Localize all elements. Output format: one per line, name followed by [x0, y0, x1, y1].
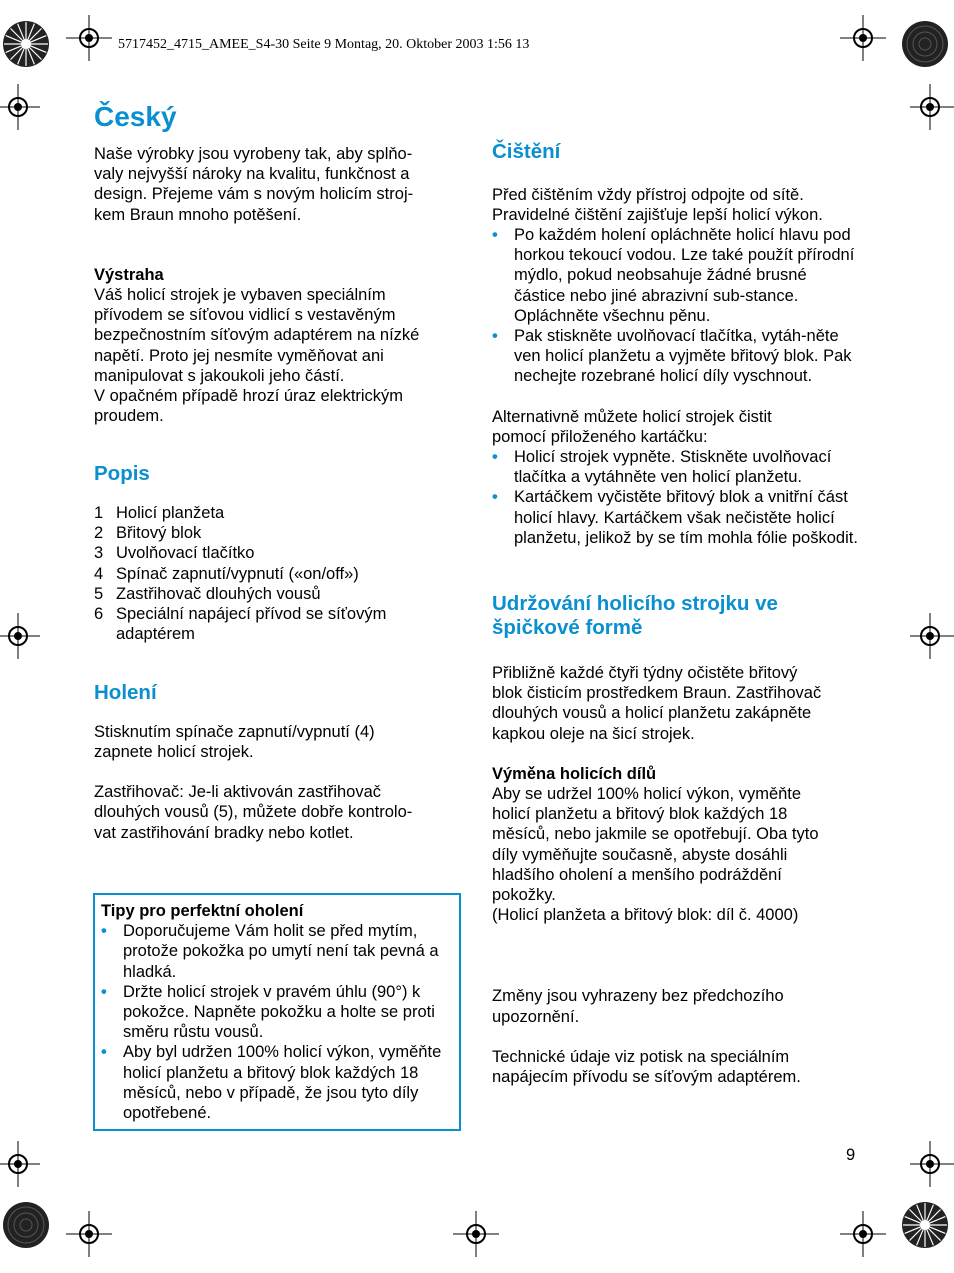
- replacement-line: holicí planžetu a břitový blok každých 18: [492, 805, 788, 824]
- trimmer-paragraph: [94, 782, 460, 843]
- brush-cleaning-list: [492, 447, 858, 548]
- registration-mark-icon: [66, 15, 112, 61]
- registration-mark-icon: [0, 84, 40, 130]
- tips-box: [93, 893, 461, 1131]
- registration-mark-icon: [910, 1141, 954, 1187]
- trimmer-line: vat zastřihování bradky nebo kotlet.: [94, 823, 354, 842]
- maintenance-line: blok čisticím prostředkem Braun. Zastřihovač: [492, 684, 822, 703]
- shaving-line: zapnete holicí strojek.: [94, 743, 254, 762]
- warning-line: napětí. Proto jej nesmíte vyměňovat ani: [94, 346, 384, 365]
- item-number: 5: [94, 584, 104, 603]
- list-item: [94, 604, 436, 644]
- maintenance-heading-line: Udržování holicího strojku ve: [492, 591, 778, 615]
- tips-list: [101, 921, 453, 1123]
- maintenance-heading-line: špičkové formě: [492, 616, 643, 640]
- replacement-heading: Výměna holicích dílů: [492, 764, 657, 783]
- cleaning-heading: Čištění: [492, 140, 561, 163]
- starburst-target-icon: [2, 1201, 50, 1249]
- maintenance-paragraph: [492, 663, 858, 744]
- page-title: Český: [94, 101, 177, 132]
- alternative-intro: [492, 407, 858, 447]
- trimmer-line: Zastřihovač: Je-li aktivován zastřihovač: [94, 783, 382, 802]
- starburst-target-icon: [2, 20, 50, 68]
- replacement-section: [492, 764, 858, 926]
- maintenance-line: dlouhých vousů a holicí planžetu zakápněte: [492, 704, 812, 723]
- shaving-paragraph: [94, 722, 460, 762]
- starburst-target-icon: [901, 1201, 949, 1249]
- list-item: • Po každém holení opláchněte holicí hlavu pod horkou tekoucí vodou. Lze také použít přírodní mýdlo, pokud neobsahuje žádné brusné částice nebo jiné abrazivní sub-stance. Opláchněte všechnu pěnu.: [492, 225, 858, 326]
- registration-mark-icon: [0, 613, 40, 659]
- item-number: 6: [94, 604, 104, 623]
- registration-mark-icon: [840, 1211, 886, 1257]
- list-item: [94, 543, 460, 563]
- cleaning-intro: [492, 185, 858, 225]
- registration-mark-icon: [840, 15, 886, 61]
- trimmer-line: dlouhých vousů (5), můžete dobře kontrolo-: [94, 803, 413, 822]
- intro-line: valy nejvyšší nároky na kvalitu, funkčnost a: [94, 165, 410, 184]
- item-number: 4: [94, 564, 104, 583]
- intro-line: kem Braun mnoho potěšení.: [94, 205, 302, 224]
- replacement-line: (Holicí planžeta a břitový blok: díl č. 4000): [492, 906, 799, 925]
- description-heading: Popis: [94, 462, 150, 486]
- list-item: [94, 584, 460, 604]
- warning-section: [94, 265, 460, 427]
- list-item: • Holicí strojek vypněte. Stiskněte uvolňovací tlačítka a vytáhněte ven holicí planžetu.: [492, 447, 858, 487]
- intro-line: design. Přejeme vám s novým holicím stroj-: [94, 185, 414, 204]
- list-item: • Doporučujeme Vám holit se před mytím, protože pokožka po umytí není tak pevná a hladká.: [101, 921, 453, 982]
- starburst-target-icon: [901, 20, 949, 68]
- list-item: [94, 564, 460, 584]
- replacement-line: měsíců, nebo jakmile se opotřebují. Oba tyto: [492, 825, 819, 844]
- alternative-line: Alternativně můžete holicí strojek čistit: [492, 407, 772, 426]
- technical-line: napájecím přívodu se síťovým adaptérem.: [492, 1068, 801, 1086]
- list-item: • Aby byl udržen 100% holicí výkon, vyměňte holicí planžetu a břitový blok každých 18 měsíců, nebo v případě, že jsou tyto díly opotřebené.: [101, 1042, 453, 1123]
- page-number: 9: [846, 1146, 856, 1164]
- shaving-heading: Holení: [94, 681, 157, 705]
- maintenance-line: kapkou oleje na šicí strojek.: [492, 724, 695, 743]
- maintenance-line: Přibližně každé čtyři týdny očistěte břitový: [492, 663, 798, 682]
- alternative-line: pomocí přiloženého kartáčku:: [492, 427, 708, 446]
- replacement-line: pokožky.: [492, 885, 556, 904]
- warning-line: Váš holicí strojek je vybaven speciálním: [94, 286, 386, 305]
- item-text: Uvolňovací tlačítko: [116, 544, 255, 563]
- registration-mark-icon: [910, 613, 954, 659]
- shaving-line: Stisknutím spínače zapnutí/vypnutí (4): [94, 722, 375, 741]
- changes-line: upozornění.: [492, 1007, 580, 1026]
- registration-mark-icon: [910, 84, 954, 130]
- replacement-line: díly vyměňujte současně, abyste dosáhli: [492, 845, 788, 864]
- registration-mark-icon: [66, 1211, 112, 1257]
- intro-line: Naše výrobky jsou vyrobeny tak, aby splňo-: [94, 145, 413, 163]
- changes-line: Změny jsou vyhrazeny bez předchozího: [492, 987, 784, 1006]
- replacement-line: Aby se udržel 100% holicí výkon, vyměňte: [492, 784, 802, 803]
- list-item: • Držte holicí strojek v pravém úhlu (90°) k pokožce. Napněte pokožku a holte se proti směru růstu vousů.: [101, 982, 453, 1043]
- item-number: 1: [94, 503, 104, 522]
- warning-line: manipulovat s jakoukoli jeho částí.: [94, 366, 345, 385]
- warning-heading: Výstraha: [94, 265, 164, 284]
- cleaning-list: [492, 225, 858, 387]
- cleaning-intro-line: Před čištěním vždy přístroj odpojte od sítě.: [492, 185, 804, 204]
- warning-line: přívodem se síťovou vidlicí s vestavěným: [94, 306, 396, 325]
- item-text: Holicí planžeta: [116, 503, 225, 522]
- tips-heading: Tipy pro perfektní oholení: [101, 902, 304, 920]
- item-number: 2: [94, 524, 104, 543]
- list-item: • Kartáčkem vyčistěte břitový blok a vnitřní část holicí hlavy. Kartáčkem však nečistěte holicí planžetu, jelikož by se tím mohla fólie poškodit.: [492, 487, 858, 548]
- right-column: [492, 140, 858, 1087]
- technical-note: [492, 1047, 858, 1087]
- maintenance-heading: [492, 592, 858, 641]
- list-item: [94, 503, 460, 523]
- registration-mark-icon: [0, 1141, 40, 1187]
- list-item: [94, 523, 460, 543]
- print-header: 5717452_4715_AMEE_S4-30 Seite 9 Montag, 20. Oktober 2003 1:56 13: [118, 37, 530, 52]
- changes-note: [492, 986, 858, 1026]
- parts-list: [94, 503, 460, 644]
- technical-line: Technické údaje viz potisk na speciálním: [492, 1047, 790, 1066]
- item-text: Břitový blok: [116, 524, 202, 543]
- item-text: Zastřihovač dlouhých vousů: [116, 584, 321, 603]
- item-number: 3: [94, 544, 104, 563]
- left-column: [94, 100, 460, 843]
- item-text: Speciální napájecí přívod se síťovým adaptérem: [116, 604, 387, 644]
- cleaning-intro-line: Pravidelné čištění zajišťuje lepší holicí výkon.: [492, 205, 823, 224]
- replacement-line: hladšího oholení a menšího podráždění: [492, 865, 782, 884]
- warning-line: bezpečnostním síťovým adaptérem na nízké: [94, 326, 420, 345]
- registration-mark-icon: [453, 1211, 499, 1257]
- list-item: • Pak stiskněte uvolňovací tlačítka, vytáh-něte ven holicí planžetu a vyjměte břitový blok. Pak nechejte rozebrané holicí díly vyschnout.: [492, 326, 858, 387]
- intro-paragraph: [94, 144, 460, 225]
- warning-line: V opačném případě hrozí úraz elektrickým: [94, 387, 404, 406]
- item-text: Spínač zapnutí/vypnutí («on/off»): [116, 564, 359, 583]
- warning-line: proudem.: [94, 407, 164, 426]
